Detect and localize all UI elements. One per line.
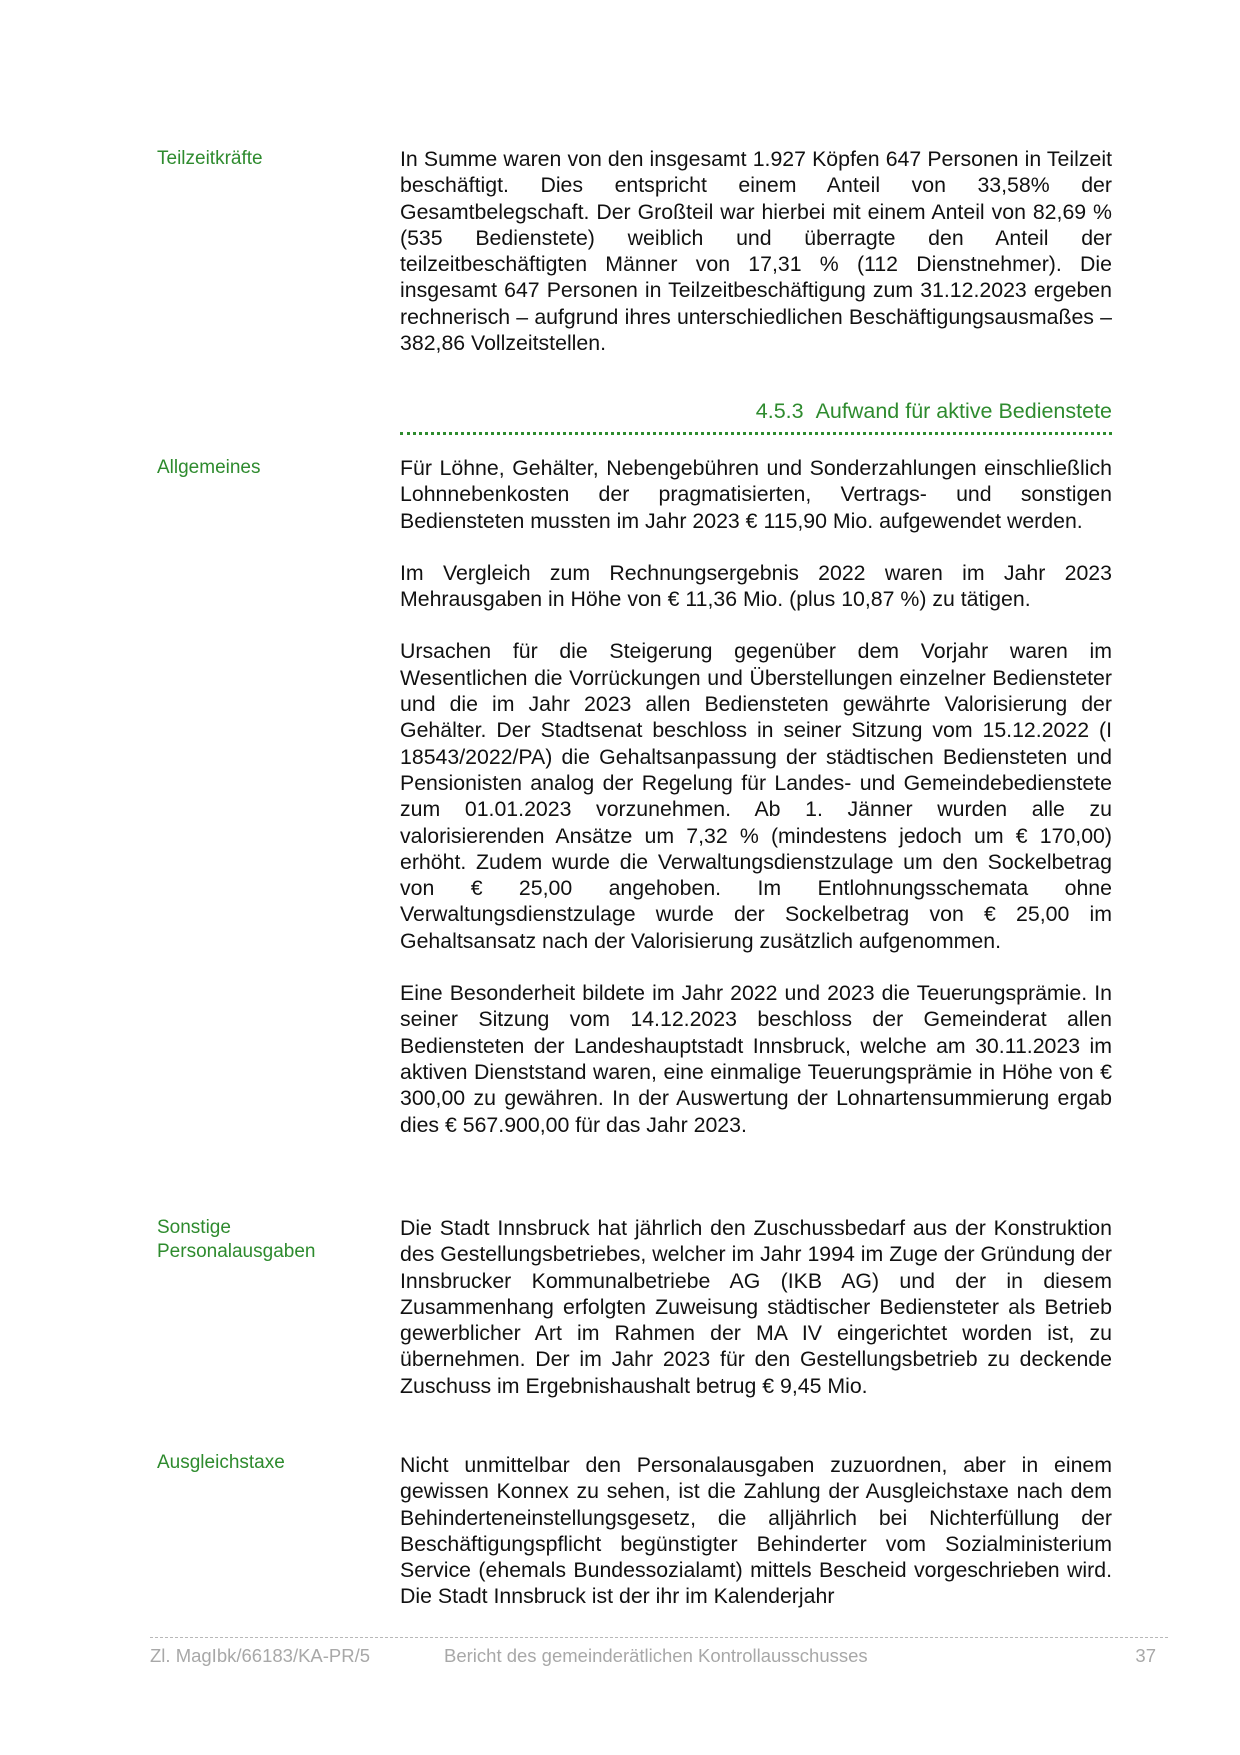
- section-number: 4.5.3: [755, 399, 804, 423]
- footer-reference: Zl. MagIbk/66183/KA-PR/5: [150, 1645, 371, 1666]
- footer-title: Bericht des gemeinderätlichen Kontrollausschusses: [444, 1645, 868, 1666]
- section-heading-rule: [400, 432, 1112, 435]
- margin-label-allgemeines: Allgemeines: [157, 457, 261, 478]
- section-heading: [400, 398, 1112, 424]
- paragraph-allgemeines-2: Im Vergleich zum Rechnungsergebnis 2022 waren im Jahr 2023 Mehrausgaben in Höhe von € 11,36 Mio. (plus 10,87 %) zu tätigen.: [400, 560, 1112, 612]
- paragraph-sonstige: Die Stadt Innsbruck hat jährlich den Zuschussbedarf aus der Konstruktion des Gestellungsbetriebes, welcher im Jahr 1994 im Zuge der Gründung der Innsbrucker Kommunalbetriebe AG (IKB AG) und der in diesem Zusammenhang erfolgten Zuweisung städtischer Bediensteter als Betrieb gewerblicher Art im Rahmen der MA IV eingerichtet worden ist, zu übernehmen. Der im Jahr 2023 für den Gestellungsbetrieb zu deckende Zuschuss im Ergebnishaushalt betrug € 9,45 Mio.: [400, 1216, 1112, 1398]
- footer-page-number: 37: [1135, 1645, 1156, 1666]
- footer-rule: [150, 1637, 1168, 1638]
- paragraph-teilzeit: In Summe waren von den insgesamt 1.927 Köpfen 647 Personen in Teilzeit beschäftigt. Dies entspricht einem Anteil von 33,58% der Gesamtbelegschaft. Der Großteil war hierbei mit einem Anteil von 82,69 % (535 Bedienstete) weiblich und überragte den Anteil der teilzeitbeschäftigten Männer von 17,31 % (112 Dienstnehmer). Die insgesamt 647 Personen in Teilzeitbeschäftigung zum 31.12.2023 ergeben rechnerisch – aufgrund ihres unterschiedlichen Beschäftigungsausmaßes – 382,86 Vollzeitstellen.: [400, 147, 1112, 356]
- paragraph-allgemeines-3: Ursachen für die Steigerung gegenüber dem Vorjahr waren im Wesentlichen die Vorrückungen und Überstellungen einzelner Bediensteter und die im Jahr 2023 allen Bediensteten gewährte Valorisierung der Gehälter. Der Stadtsenat beschloss in seiner Sitzung vom 15.12.2022 (I 18543/2022/PA) die Gehaltsanpassung der städtischen Bediensteten und Pensionisten analog der Regelung für Landes- und Gemeindebedienstete zum 01.01.2023 vorzunehmen. Ab 1. Jänner wurden alle zu valorisierenden Ansätze um 7,32 % (mindestens jedoch um € 170,00) erhöht. Zudem wurde die Verwaltungsdienstzulage um den Sockelbetrag von € 25,00 angehoben. Im Entlohnungsschemata ohne Verwaltungsdienstzulage wurde der Sockelbetrag von € 25,00 im Gehaltsansatz nach der Valorisierung zusätzlich aufgenommen.: [400, 639, 1112, 953]
- body-teilzeit: [400, 146, 1112, 382]
- margin-label-sonstige-personalausgaben: [157, 1216, 357, 1264]
- body-sonstige: [400, 1215, 1112, 1425]
- margin-label-sonstige-line2: Personalausgaben: [157, 1241, 316, 1262]
- body-ausgleichstaxe: [400, 1452, 1112, 1632]
- margin-label-teilzeitkraefte: Teilzeitkräfte: [157, 148, 263, 169]
- paragraph-allgemeines-4: Eine Besonderheit bildete im Jahr 2022 und 2023 die Teuerungsprämie. In seiner Sitzung vom 14.12.2023 beschloss der Gemeinderat allen Bediensteten der Landeshauptstadt Innsbruck, welche am 30.11.2023 im aktiven Dienststand waren, eine einmalige Teuerungsprämie in Höhe von € 300,00 zu gewähren. In der Auswertung der Lohnartensummierung ergab dies € 567.900,00 für das Jahr 2023.: [400, 981, 1112, 1137]
- paragraph-allgemeines-1: Für Löhne, Gehälter, Nebengebühren und Sonderzahlungen einschließlich Lohnnebenkosten der pragmatisierten, Vertrags- und sonstigen Bediensteten mussten im Jahr 2023 € 115,90 Mio. aufgewendet werden.: [400, 456, 1112, 533]
- margin-label-ausgleichstaxe: Ausgleichstaxe: [157, 1452, 285, 1473]
- margin-label-sonstige-line1: Sonstige: [157, 1217, 231, 1238]
- paragraph-ausgleichstaxe: Nicht unmittelbar den Personalausgaben zuzuordnen, aber in einem gewissen Konnex zu sehen, ist die Zahlung der Ausgleichstaxe nach dem Behinderteneinstellungsgesetz, die alljährlich bei Nichterfüllung der Beschäftigungspflicht begünstigter Behinderter vom Sozialministerium Service (ehemals Bundessozialamt) mittels Bescheid vorgeschrieben wird. Die Stadt Innsbruck ist der ihr im Kalenderjahr: [400, 1453, 1112, 1609]
- body-allgemeines: [400, 455, 1112, 1164]
- section-title: Aufwand für aktive Bedienstete: [815, 399, 1112, 423]
